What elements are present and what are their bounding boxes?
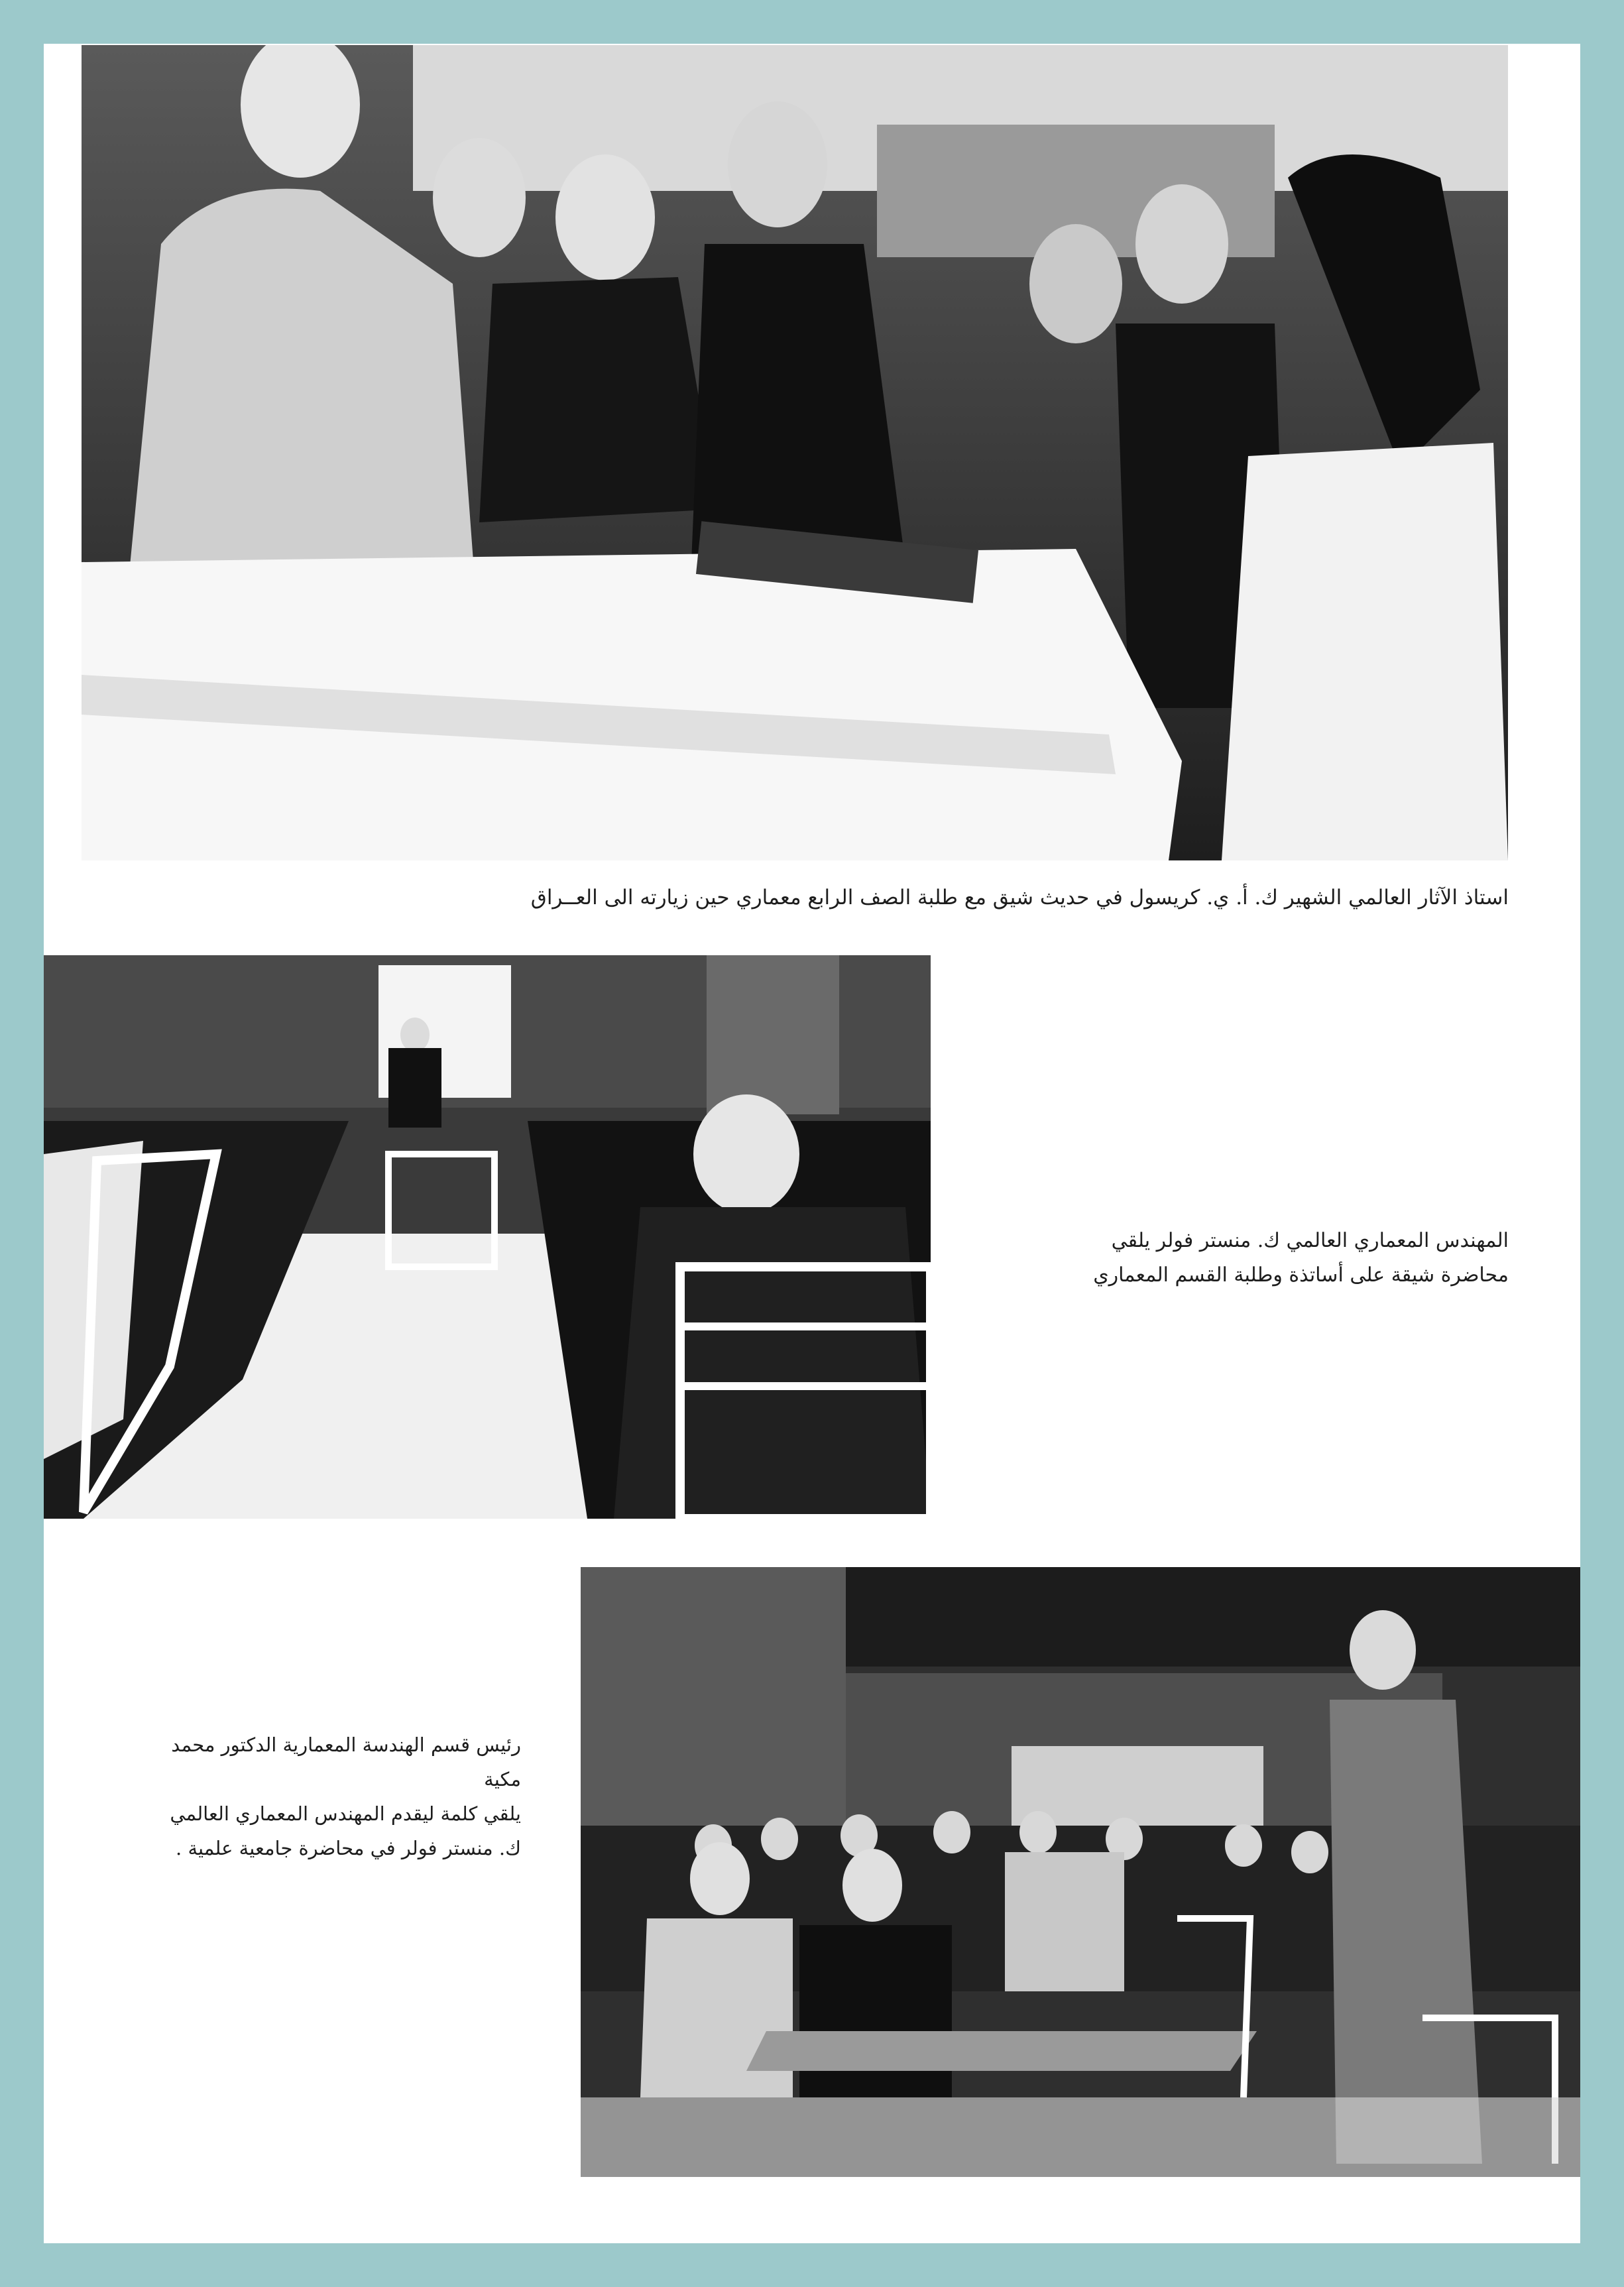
caption-middle: [1038, 1224, 1509, 1293]
photo-lecture-introduction: [581, 1567, 1580, 2177]
caption-top-text: استاذ الآثار العالمي الشهير ك. أ. ي. كريسول في حديث شيق مع طلبة الصف الرابع معماري حين زيارته الى العــراق: [530, 886, 1509, 909]
caption-bottom-line3: ك. منستر فولر في محاضرة جامعية علمية .: [176, 1837, 521, 1859]
photo-student-meeting: [82, 45, 1508, 860]
caption-middle-line1: المهندس المعماري العالمي ك. منستر فولر يلقي: [1111, 1229, 1509, 1252]
photo-lecture-hall-illustration: [44, 955, 931, 1519]
caption-middle-line2: محاضرة شيقة على أساتذة وطلبة القسم المعماري: [1093, 1263, 1509, 1287]
photo-student-meeting-illustration: [82, 45, 1508, 860]
photo-lecture-introduction-illustration: [581, 1567, 1580, 2177]
document-page: [44, 44, 1580, 2243]
caption-bottom-line2: يلقي كلمة ليقدم المهندس المعماري العالمي: [170, 1802, 521, 1825]
photo-lecture-hall: [44, 955, 931, 1519]
caption-bottom-line1: رئيس قسم الهندسة المعمارية الدكتور محمد مكية: [171, 1733, 521, 1790]
caption-top: [455, 880, 1509, 915]
caption-bottom: [130, 1728, 521, 1865]
